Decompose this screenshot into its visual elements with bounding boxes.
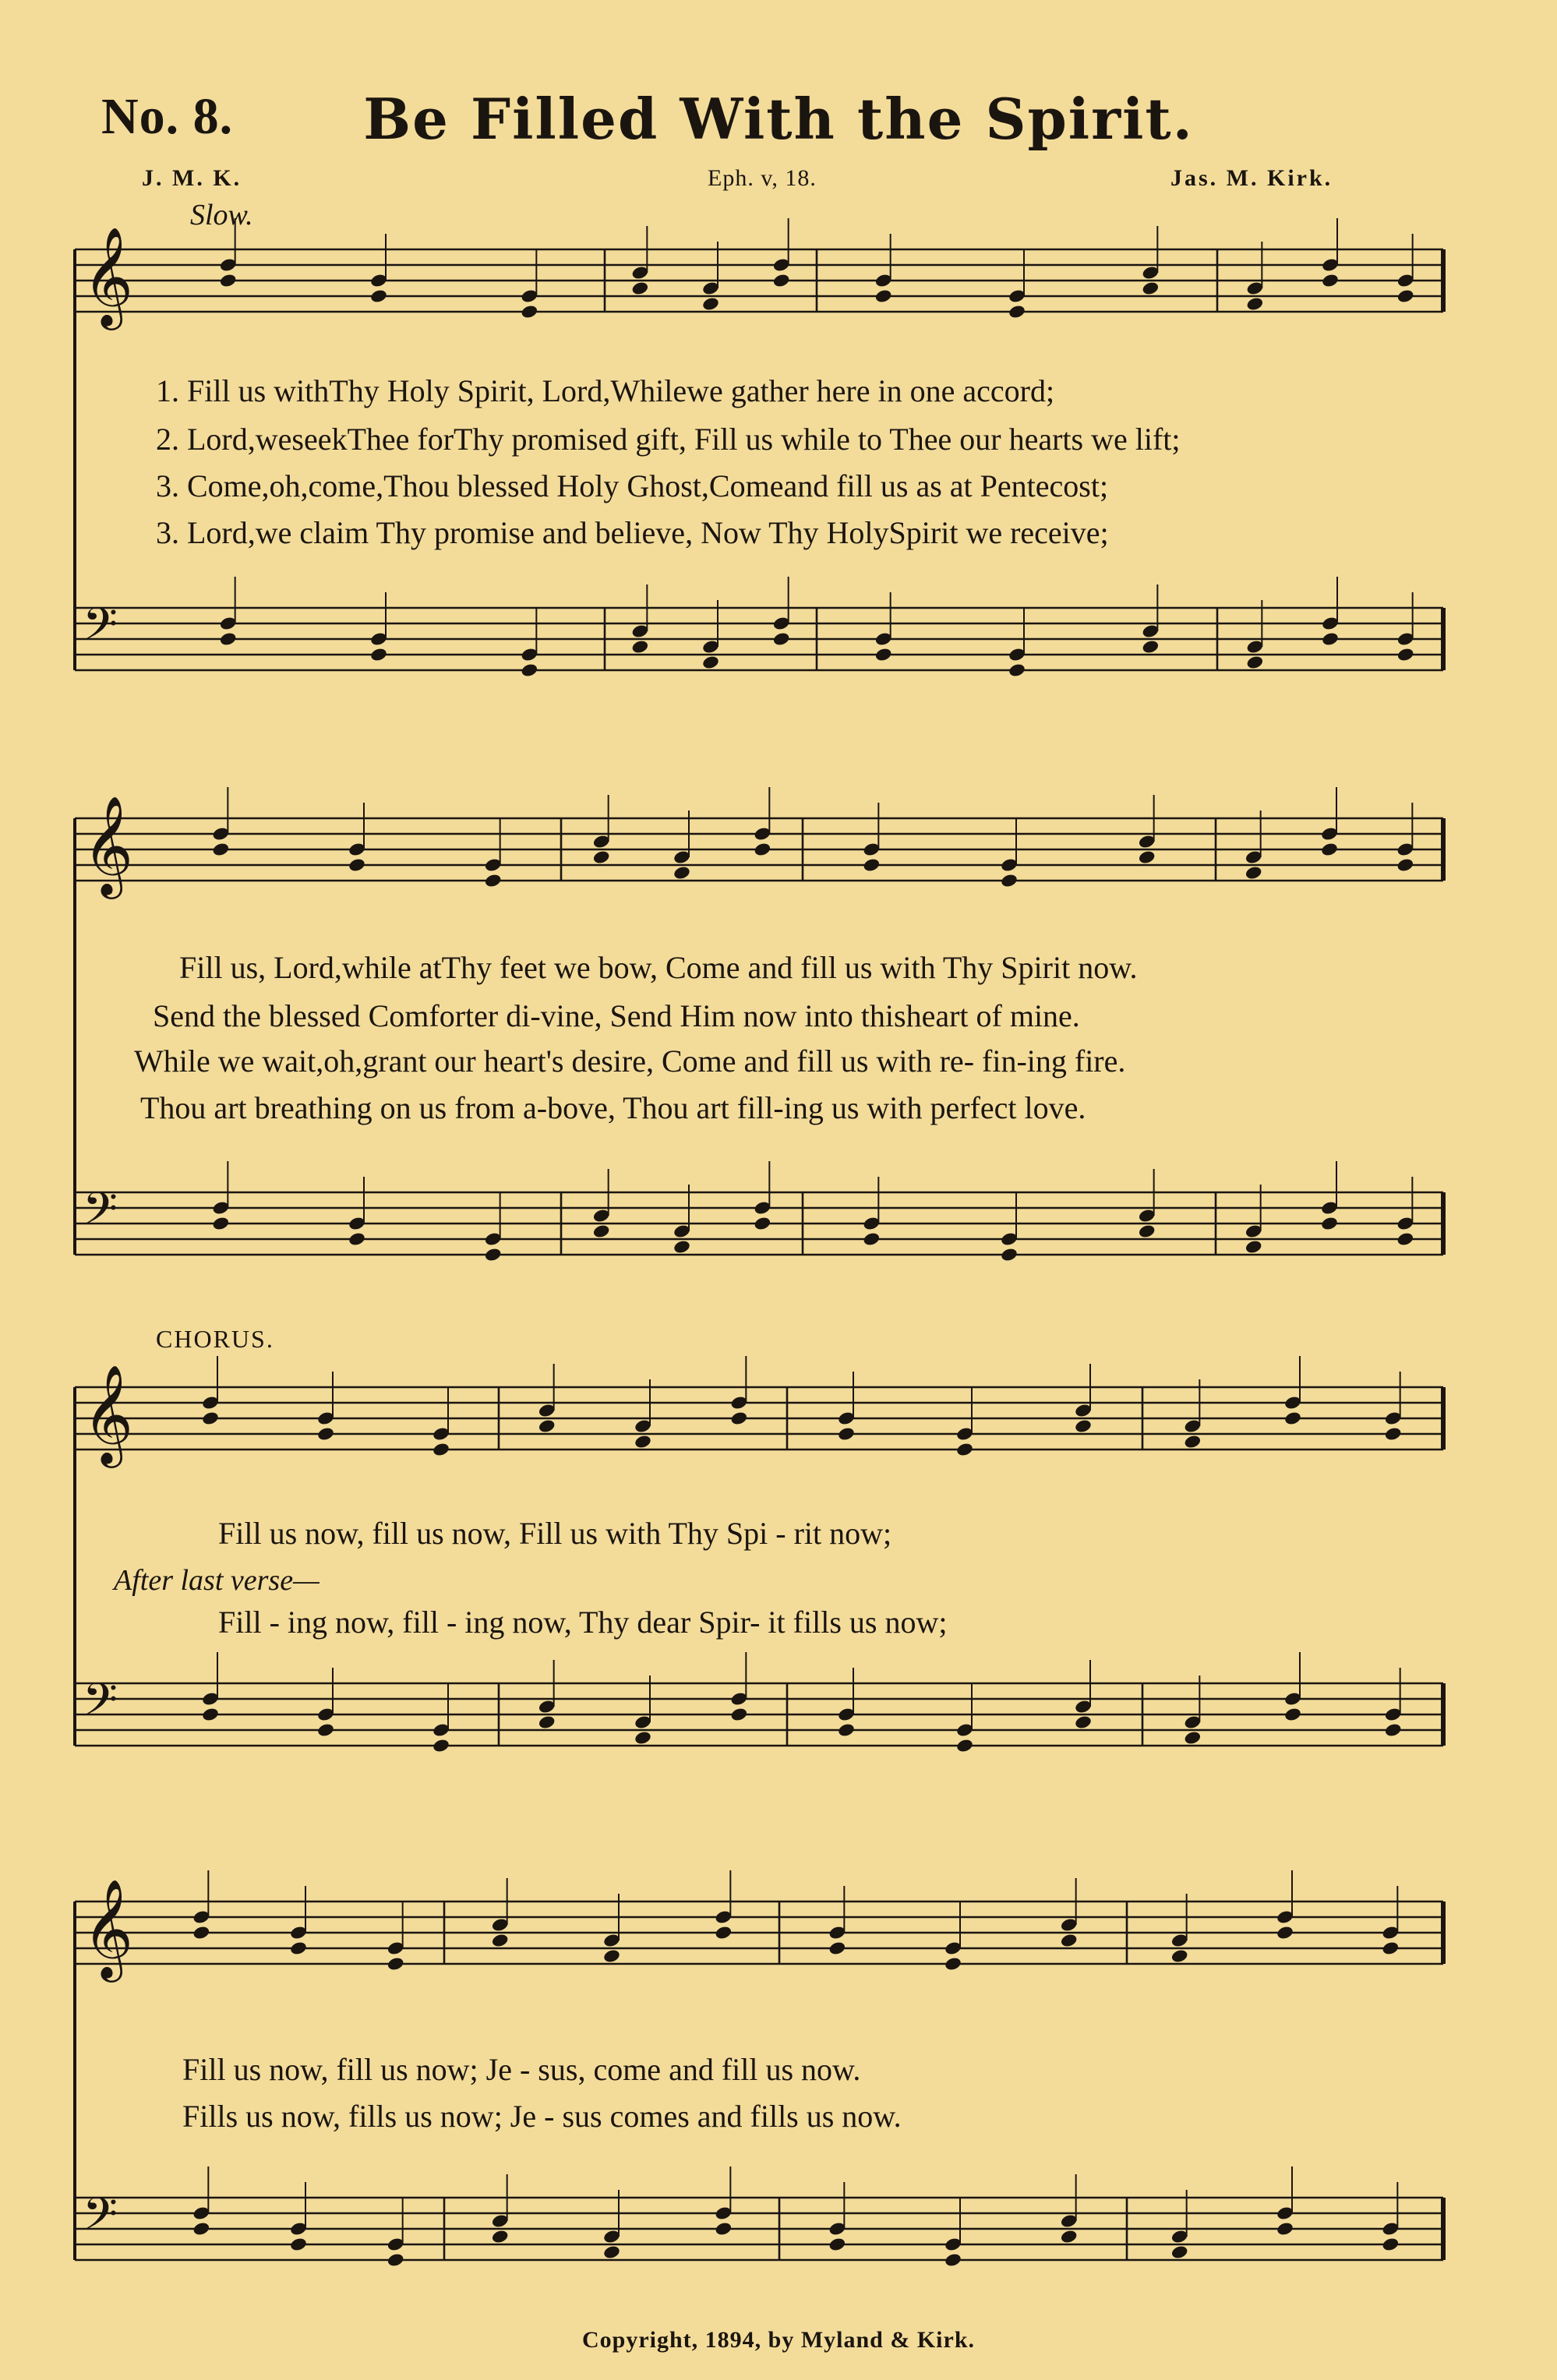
verse-line-4a: 3. Lord,we claim Thy promise and believe, Now Thy HolySpirit we receive; xyxy=(156,515,1109,550)
note-head xyxy=(1396,647,1415,662)
treble-staff-2 xyxy=(75,787,1443,899)
note-head xyxy=(192,2221,211,2237)
note-head xyxy=(1060,1933,1079,1948)
note-head xyxy=(1184,1730,1202,1746)
note-head xyxy=(219,273,238,288)
note-head xyxy=(715,1925,733,1940)
treble-clef-icon: 𝄞 xyxy=(83,795,134,895)
note-head xyxy=(701,296,720,312)
note-head xyxy=(192,1925,211,1940)
note-head xyxy=(1396,288,1415,304)
note-head xyxy=(348,857,366,873)
note-head xyxy=(772,631,791,647)
note-head xyxy=(1396,1231,1415,1247)
note-head xyxy=(316,1722,335,1738)
note-head xyxy=(1396,857,1415,873)
treble-staff-4 xyxy=(75,1870,1443,1983)
note-head xyxy=(673,865,691,881)
bass-clef-icon: 𝄢 xyxy=(83,598,118,662)
bass-staff-1 xyxy=(75,577,1443,678)
after-last-verse-label: After last verse— xyxy=(114,1564,320,1597)
music-system-2 xyxy=(0,787,1557,1286)
bass-staff-2 xyxy=(75,1161,1443,1262)
verse-line-1a: 1. Fill us withThy Holy Spirit, Lord,Whilewe gather here in one accord; xyxy=(156,373,1055,408)
tempo-marking: Slow. xyxy=(190,199,253,231)
note-head xyxy=(491,2229,510,2244)
note-head xyxy=(1321,631,1340,647)
note-head xyxy=(1138,849,1156,865)
hymn-number: No. 8. xyxy=(101,88,234,145)
note-head xyxy=(634,1730,652,1746)
note-head xyxy=(592,1224,611,1239)
note-head xyxy=(730,1707,749,1722)
note-head xyxy=(432,1738,450,1753)
note-head xyxy=(1000,873,1019,888)
note-head xyxy=(1000,1247,1019,1262)
hymn-title: Be Filled With the Spirit. xyxy=(363,86,1194,152)
verse-line-3a: 3. Come,oh,come,Thou blessed Holy Ghost,Comeand fill us as at Pentecost; xyxy=(156,468,1109,503)
note-head xyxy=(828,1940,847,1956)
verse-line-3b: While we wait,oh,grant our heart's desire, Come and fill us with re- fin-ing fire. xyxy=(134,1043,1126,1079)
note-head xyxy=(1276,2221,1294,2237)
treble-clef-icon: 𝄞 xyxy=(83,1364,134,1464)
note-head xyxy=(837,1722,856,1738)
note-head xyxy=(1384,1426,1403,1442)
treble-clef-icon: 𝄞 xyxy=(83,1878,134,1978)
note-head xyxy=(944,1956,962,1972)
note-head xyxy=(1283,1707,1302,1722)
bass-clef-icon: 𝄢 xyxy=(83,2188,118,2251)
note-head xyxy=(1246,655,1265,670)
note-head xyxy=(289,1940,308,1956)
treble-clef-icon: 𝄞 xyxy=(83,226,134,326)
chorus-line-4: Fills us now, fills us now; Je - sus comes and fills us now. xyxy=(182,2099,902,2134)
note-head xyxy=(1245,1239,1263,1255)
note-head xyxy=(316,1426,335,1442)
note-head xyxy=(863,1231,881,1247)
note-head xyxy=(874,288,893,304)
note-head xyxy=(955,1738,974,1753)
note-head xyxy=(602,2244,621,2260)
note-head xyxy=(634,1434,652,1450)
note-head xyxy=(754,1216,772,1231)
note-head xyxy=(1382,1940,1400,1956)
copyright-footer: Copyright, 1894, by Myland & Kirk. xyxy=(581,2327,976,2353)
note-head xyxy=(387,1956,405,1972)
note-head xyxy=(212,1216,231,1231)
note-head xyxy=(484,873,503,888)
note-head xyxy=(1074,1714,1093,1730)
treble-staff-1 xyxy=(75,218,1443,330)
note-head xyxy=(1246,296,1265,312)
note-head xyxy=(754,842,772,857)
note-head xyxy=(1008,662,1026,678)
note-head xyxy=(631,639,650,655)
note-head xyxy=(1060,2229,1079,2244)
bass-staff-3 xyxy=(75,1652,1443,1753)
chorus-line-1: Fill us now, fill us now, Fill us with Thy Spi - rit now; xyxy=(218,1516,892,1551)
note-head xyxy=(1008,304,1026,320)
chorus-line-2: Fill - ing now, fill - ing now, Thy dear Spir- it fills us now; xyxy=(218,1605,948,1640)
note-head xyxy=(369,288,388,304)
note-head xyxy=(348,1231,366,1247)
note-head xyxy=(955,1442,974,1457)
verse-line-4b: Thou art breathing on us from a-bove, Thou art fill-ing us with perfect love. xyxy=(140,1090,1086,1125)
note-head xyxy=(715,2221,733,2237)
scripture-reference: Eph. v, 18. xyxy=(708,165,817,191)
note-head xyxy=(538,1418,556,1434)
bass-clef-icon: 𝄢 xyxy=(83,1673,118,1737)
note-head xyxy=(701,655,720,670)
note-head xyxy=(484,1247,503,1262)
verse-line-1b: Fill us, Lord,while atThy feet we bow, Come and fill us with Thy Spirit now. xyxy=(179,950,1138,985)
note-head xyxy=(387,2252,405,2268)
bass-staff-4 xyxy=(75,2166,1443,2268)
note-head xyxy=(538,1714,556,1730)
note-head xyxy=(837,1426,856,1442)
chorus-line-3: Fill us now, fill us now; Je - sus, come and fill us now. xyxy=(182,2052,861,2087)
note-head xyxy=(491,1933,510,1948)
note-head xyxy=(592,849,611,865)
note-head xyxy=(631,281,650,296)
treble-staff-3 xyxy=(75,1356,1443,1468)
note-head xyxy=(1142,281,1160,296)
note-head xyxy=(1170,1948,1189,1964)
note-head xyxy=(1320,842,1339,857)
note-head xyxy=(521,662,539,678)
note-head xyxy=(1245,865,1263,881)
bass-clef-icon: 𝄢 xyxy=(83,1182,118,1246)
note-head xyxy=(828,2237,847,2252)
note-head xyxy=(219,631,238,647)
note-head xyxy=(944,2252,962,2268)
author-credit: J. M. K. xyxy=(142,165,242,191)
note-head xyxy=(212,842,231,857)
composer-credit: Jas. M. Kirk. xyxy=(1170,165,1333,191)
note-head xyxy=(1074,1418,1093,1434)
note-head xyxy=(772,273,791,288)
note-head xyxy=(1184,1434,1202,1450)
verse-line-2b: Send the blessed Comforter di-vine, Send Him now into thisheart of mine. xyxy=(153,998,1080,1033)
note-head xyxy=(521,304,539,320)
note-head xyxy=(673,1239,691,1255)
note-head xyxy=(730,1411,749,1426)
note-head xyxy=(201,1707,220,1722)
note-head xyxy=(1276,1925,1294,1940)
note-head xyxy=(863,857,881,873)
note-head xyxy=(1384,1722,1403,1738)
note-head xyxy=(602,1948,621,1964)
note-head xyxy=(1138,1224,1156,1239)
chorus-label: CHORUS. xyxy=(156,1325,274,1353)
note-head xyxy=(1283,1411,1302,1426)
note-head xyxy=(874,647,893,662)
note-head xyxy=(369,647,388,662)
verse-line-2a: 2. Lord,weseekThee forThy promised gift, Fill us while to Thee our hearts we lift; xyxy=(156,422,1181,457)
note-head xyxy=(1382,2237,1400,2252)
note-head xyxy=(201,1411,220,1426)
note-head xyxy=(1320,1216,1339,1231)
note-head xyxy=(1142,639,1160,655)
note-head xyxy=(1170,2244,1189,2260)
note-head xyxy=(289,2237,308,2252)
note-head xyxy=(432,1442,450,1457)
note-head xyxy=(1321,273,1340,288)
